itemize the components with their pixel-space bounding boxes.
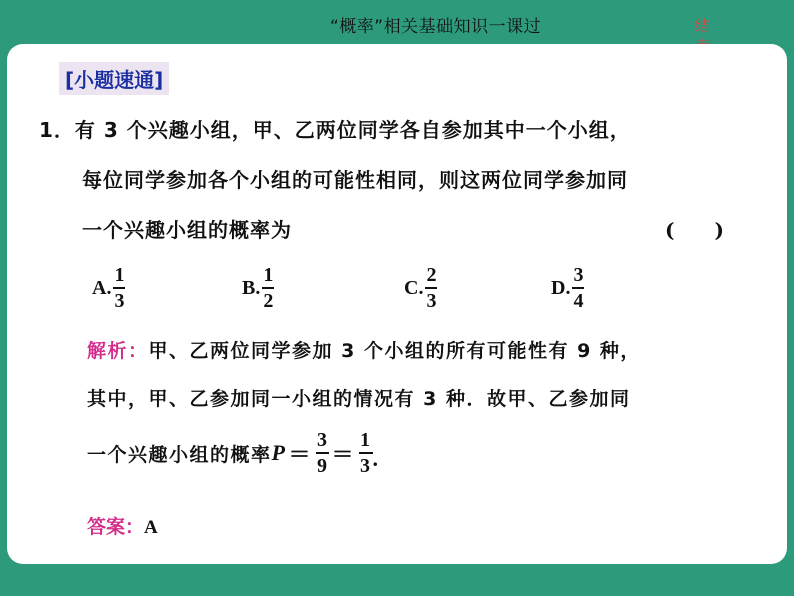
formula-variable: P [271, 440, 287, 465]
question-line-1: 1．有 3 个兴趣小组，甲、乙两位同学各自参加其中一个小组， [39, 118, 631, 142]
fraction-denominator: 3 [113, 287, 125, 311]
fraction-numerator: 1 [263, 264, 274, 286]
fraction-numerator: 3 [316, 429, 329, 451]
probability-formula [272, 430, 380, 476]
end-button[interactable]: 结 [694, 17, 710, 35]
fraction-numerator: 1 [114, 264, 125, 286]
analysis-text: 甲、乙两位同学参加 3 个小组的所有可能性有 9 种， [148, 340, 641, 362]
option-label: B. [242, 276, 261, 299]
option-fraction [113, 265, 125, 311]
option-c[interactable] [404, 258, 437, 318]
option-label: D. [551, 276, 571, 299]
answer-line [87, 512, 158, 539]
option-label: A. [92, 276, 112, 299]
fraction-numerator: 2 [426, 264, 437, 286]
option-b[interactable] [242, 258, 274, 318]
equals-sign: ＝ [288, 441, 312, 467]
analysis-line-1 [87, 336, 641, 363]
option-fraction [262, 265, 274, 311]
answer-value: A [144, 517, 158, 538]
fraction-denominator: 3 [425, 287, 437, 311]
fraction-numerator: 1 [360, 429, 372, 451]
analysis-line-2: 其中，甲、乙参加同一小组的情况有 3 种．故甲、乙参加同 [87, 388, 631, 410]
section-tag: [小题速通] [59, 62, 169, 95]
option-label: C. [404, 276, 424, 299]
option-d[interactable] [551, 258, 584, 318]
fraction-denominator: 2 [262, 287, 274, 311]
analysis-label: 解析： [87, 340, 149, 362]
equals-sign: ＝ [331, 441, 355, 467]
formula-fraction [316, 430, 330, 476]
formula-fraction [359, 430, 373, 476]
option-a[interactable] [92, 258, 125, 318]
answer-label: 答案： [87, 516, 145, 538]
fraction-denominator: 9 [316, 452, 330, 476]
fraction-numerator: 3 [573, 264, 584, 286]
option-fraction [425, 265, 437, 311]
question-line-2: 每位同学参加各个小组的可能性相同，则这两位同学参加同 [82, 168, 628, 192]
fraction-denominator: 3 [359, 452, 373, 476]
question-line-3: 一个兴趣小组的概率为 [82, 218, 292, 242]
lesson-title: “概率”相关基础知识一课过 [330, 17, 542, 37]
period: . [372, 446, 380, 471]
answer-bracket: ( ) [665, 218, 724, 242]
content-panel [7, 44, 787, 564]
fraction-denominator: 4 [572, 287, 584, 311]
analysis-line-3 [87, 430, 380, 476]
option-fraction [572, 265, 584, 311]
analysis-text: 一个兴趣小组的概率 [87, 443, 272, 466]
